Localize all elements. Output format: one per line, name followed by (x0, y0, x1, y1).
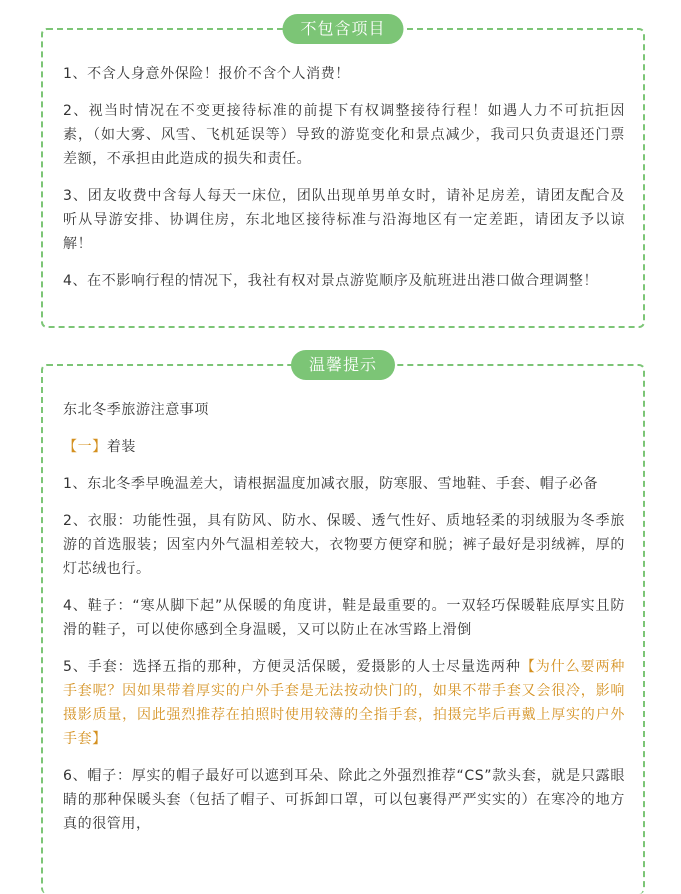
list-item (63, 655, 625, 751)
list-item: 1、东北冬季早晚温差大，请根据温度加减衣服，防寒服、雪地鞋、手套、帽子必备 (63, 476, 599, 492)
section-content (43, 30, 643, 293)
tips-heading: 东北冬季旅游注意事项 (63, 402, 209, 418)
section-title-not-included: 不包含项目 (282, 14, 403, 44)
highlight-note: 【为什么要两种手套呢？因如果带着厚实的户外手套是无法按动快门的，如果不带手套又会很冷，影响摄影质量，因此强烈推荐在拍照时使用较薄的全指手套，拍摄完毕后再戴上厚实的户外手套】 (63, 659, 625, 747)
section-content (43, 366, 643, 836)
list-item: 6、帽子：厚实的帽子最好可以遮到耳朵、除此之外强烈推荐“CS”款头套，就是只露眼睛的那种保暖头套（包括了帽子、可拆卸口罩，可以包裹得严严实实的）在寒冷的地方真的很管用， (63, 768, 625, 832)
subsection-label: 着装 (106, 439, 137, 455)
list-item: 4、鞋子：“寒从脚下起”从保暖的角度讲，鞋是最重要的。一双轻巧保暖鞋底厚实且防滑的鞋子，可以使你感到全身温暖，又可以防止在冰雪路上滑倒 (63, 598, 625, 638)
section-title-tips: 温馨提示 (291, 350, 395, 380)
subsection-number: 【一】 (63, 439, 107, 455)
list-item: 2、衣服：功能性强，具有防风、防水、保暖、透气性好、质地轻柔的羽绒服为冬季旅游的首选服装；因室内外气温相差较大，衣物要方便穿和脱；裤子最好是羽绒裤，厚的灯芯绒也行。 (63, 513, 625, 577)
list-item: 1、不含人身意外保险！报价不含个人消费！ (63, 66, 350, 82)
list-item: 3、团友收费中含每人每天一床位，团队出现单男单女时，请补足房差，请团友配合及听从导游安排、协调住房，东北地区接待标准与沿海地区有一定差距，请团友予以谅解！ (63, 188, 625, 252)
list-item: 2、视当时情况在不变更接待标准的前提下有权调整接待行程！如遇人力不可抗拒因素，（如大雾、风雪、飞机延误等）导致的游览变化和景点减少，我司只负责退还门票差额，不承担由此造成的损失和责任。 (63, 103, 625, 167)
list-item-text: 5、手套：选择五指的那种，方便灵活保暖，爱摄影的人士尽量选两种 (63, 659, 521, 675)
list-item: 4、在不影响行程的情况下，我社有权对景点游览顺序及航班进出港口做合理调整！ (63, 273, 599, 289)
section-tips (41, 355, 645, 894)
subsection-heading (63, 435, 625, 459)
section-not-included (41, 19, 645, 328)
